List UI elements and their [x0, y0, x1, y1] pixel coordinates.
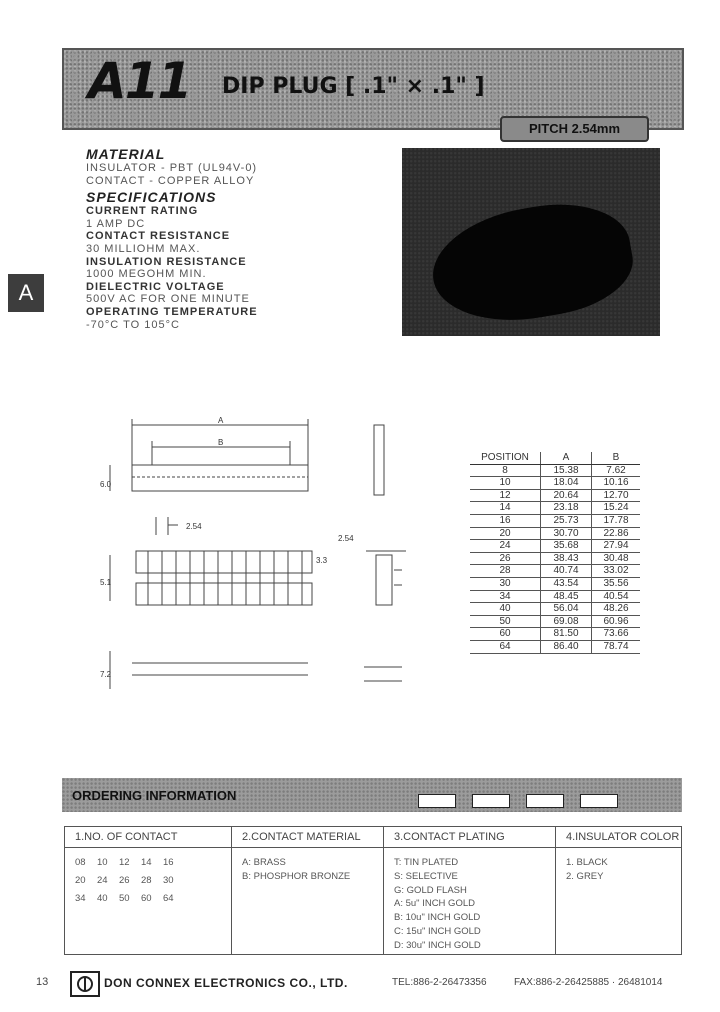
page-number: 13	[36, 976, 49, 988]
dim-b-cell: 27.94	[592, 540, 641, 553]
table-row	[470, 552, 640, 565]
table-header-row	[470, 452, 640, 464]
dim-b-cell: 33.02	[592, 565, 641, 578]
list-item: S: SELECTIVE	[394, 870, 458, 882]
spec-label: CONTACT RESISTANCE	[86, 230, 231, 243]
order-code-box	[472, 794, 510, 808]
dim-a-cell: 38.43	[541, 552, 592, 565]
contact-count-option: 20	[75, 874, 86, 886]
list-item: 2. GREY	[566, 870, 604, 882]
table-row	[470, 603, 640, 616]
contact-count-option: 10	[97, 857, 108, 868]
dim-b-cell: 48.26	[592, 603, 641, 616]
contact-count-option: 26	[119, 874, 130, 886]
table-row	[470, 628, 640, 641]
table-row	[470, 502, 640, 515]
contact-count-option: 40	[97, 892, 108, 904]
company-name: DON CONNEX ELECTRONICS CO., LTD.	[104, 976, 348, 990]
spec-value: 1 AMP DC	[86, 217, 146, 230]
list-item: A: 5u" INCH GOLD	[394, 898, 475, 910]
ordering-header-row	[65, 827, 682, 848]
dim-a-cell: 43.54	[541, 577, 592, 590]
spec-value: 500V AC FOR ONE MINUTE	[86, 293, 250, 306]
contact-count-option: 24	[97, 874, 108, 886]
spec-label: DIELECTRIC VOLTAGE	[86, 280, 225, 293]
table-row	[470, 590, 640, 603]
contact-count-option: 14	[141, 857, 152, 868]
position-cell: 26	[470, 552, 541, 565]
list-item: A: BRASS	[242, 857, 286, 868]
table-row	[470, 540, 640, 553]
contact-count-option: 30	[163, 874, 174, 886]
dim-b-cell: 35.56	[592, 577, 641, 590]
order-code-box	[418, 794, 456, 808]
position-cell: 12	[470, 489, 541, 502]
position-cell: 14	[470, 502, 541, 515]
position-cell: 60	[470, 628, 541, 641]
spec-label: CURRENT RATING	[86, 205, 199, 218]
ordering-title: ORDERING INFORMATION	[72, 788, 237, 803]
position-cell: 34	[470, 590, 541, 603]
list-item: T: TIN PLATED	[394, 857, 459, 868]
dim-width-label: 3.3	[316, 556, 328, 565]
dim-b-cell: 17.78	[592, 514, 641, 527]
material-heading: MATERIAL	[86, 146, 166, 162]
dim-b-cell: 15.24	[592, 502, 641, 515]
spec-label: OPERATING TEMPERATURE	[86, 305, 258, 318]
contact-count-option: 34	[75, 892, 86, 904]
dim-a-cell: 20.64	[541, 489, 592, 502]
dim-a-cell: 25.73	[541, 514, 592, 527]
dim-a-cell: 48.45	[541, 590, 592, 603]
dim-height3-label: 7.2	[100, 670, 112, 679]
position-cell: 8	[470, 464, 541, 477]
dim-b-cell: 78.74	[592, 640, 641, 653]
list-item: G: GOLD FLASH	[394, 884, 467, 896]
dim-a-cell: 18.04	[541, 477, 592, 490]
contact-count-option: 60	[141, 892, 152, 904]
list-item: D: 30u" INCH GOLD	[394, 939, 481, 951]
company-logo	[70, 971, 100, 997]
dim-side-pitch-label: 2.54	[338, 534, 354, 543]
table-row	[470, 489, 640, 502]
dim-a-cell: 35.68	[541, 540, 592, 553]
dim-b-cell: 60.96	[592, 615, 641, 628]
contact-count-option: 50	[119, 892, 130, 904]
contact-count-option: 16	[163, 857, 174, 868]
dim-a-cell: 30.70	[541, 527, 592, 540]
order-code-box	[526, 794, 564, 808]
dim-b-cell: 30.48	[592, 552, 641, 565]
list-item: C: 15u" INCH GOLD	[394, 925, 481, 937]
contact-count-option: 28	[141, 874, 152, 886]
dim-b-cell: 10.16	[592, 477, 641, 490]
position-cell: 20	[470, 527, 541, 540]
dim-b-cell: 22.86	[592, 527, 641, 540]
dim-height2-label: 5.1	[100, 578, 112, 587]
table-row	[470, 615, 640, 628]
telephone: TEL:886-2-26473356	[392, 977, 487, 988]
position-cell: 28	[470, 565, 541, 578]
dim-a-cell: 69.08	[541, 615, 592, 628]
position-cell: 64	[470, 640, 541, 653]
position-cell: 50	[470, 615, 541, 628]
ordering-table	[64, 826, 682, 955]
fax: FAX:886-2-26425885 · 26481014	[514, 977, 663, 988]
position-cell: 16	[470, 514, 541, 527]
dim-a-label: A	[218, 416, 224, 425]
position-cell: 10	[470, 477, 541, 490]
dim-b-cell: 40.54	[592, 590, 641, 603]
dim-height-label: 6.0	[100, 480, 112, 489]
dim-a-cell: 56.04	[541, 603, 592, 616]
contact-count-cell	[65, 848, 232, 955]
connector-image	[424, 191, 640, 334]
logo-icon	[72, 973, 98, 995]
column-header: 3.CONTACT PLATING	[384, 827, 556, 848]
list-item: B: 10u" INCH GOLD	[394, 912, 481, 924]
dim-a-cell: 23.18	[541, 502, 592, 515]
contact-count-option: 64	[163, 892, 174, 904]
product-title: DIP PLUG [ .1" × .1" ]	[222, 74, 485, 99]
column-header: B	[592, 452, 641, 464]
column-header: 1.NO. OF CONTACT	[65, 827, 232, 848]
list-item: 1. BLACK	[566, 857, 608, 868]
position-cell: 24	[470, 540, 541, 553]
pitch-badge: PITCH 2.54mm	[500, 116, 649, 142]
spec-value: 1000 MEGOHM MIN.	[86, 268, 207, 281]
technical-drawing	[96, 405, 426, 705]
column-header: A	[541, 452, 592, 464]
table-row	[470, 477, 640, 490]
position-cell: 30	[470, 577, 541, 590]
table-row	[470, 565, 640, 578]
dim-a-cell: 15.38	[541, 464, 592, 477]
spec-label: INSULATION RESISTANCE	[86, 255, 247, 268]
contact-count-option: 12	[119, 857, 130, 868]
dim-b-cell: 7.62	[592, 464, 641, 477]
ordering-values-row	[65, 848, 682, 955]
column-header: POSITION	[470, 452, 541, 464]
order-code-box	[580, 794, 618, 808]
product-photo	[402, 148, 660, 336]
specifications-heading: SPECIFICATIONS	[86, 189, 217, 206]
dim-a-cell: 86.40	[541, 640, 592, 653]
series-code: A11	[88, 52, 191, 110]
table-row	[470, 464, 640, 477]
column-header: 2.CONTACT MATERIAL	[232, 827, 384, 848]
dim-b-cell: 73.66	[592, 628, 641, 641]
table-row	[470, 577, 640, 590]
dim-a-cell: 40.74	[541, 565, 592, 578]
spec-value: 30 MILLIOHM MAX.	[86, 242, 201, 255]
dim-pitch-label: 2.54	[186, 522, 202, 531]
position-cell: 40	[470, 603, 541, 616]
material-line: INSULATOR - PBT (UL94V-0)	[86, 162, 258, 174]
insulator-color-cell	[556, 848, 682, 955]
table-row	[470, 514, 640, 527]
material-line: CONTACT - COPPER ALLOY	[86, 174, 255, 187]
contact-material-cell	[232, 848, 384, 955]
dim-a-cell: 81.50	[541, 628, 592, 641]
contact-plating-cell	[384, 848, 556, 955]
table-row	[470, 640, 640, 653]
spec-block	[86, 146, 386, 331]
dim-b-cell: 12.70	[592, 489, 641, 502]
dim-b-label: B	[218, 438, 224, 447]
dimension-table	[470, 452, 640, 654]
spec-value: -70°C TO 105°C	[86, 318, 180, 331]
list-item: B: PHOSPHOR BRONZE	[242, 870, 351, 882]
contact-count-grid	[75, 856, 230, 905]
column-header: 4.INSULATOR COLOR	[556, 827, 682, 848]
contact-count-option: 08	[75, 857, 86, 868]
section-tab[interactable]: A	[8, 274, 44, 312]
table-row	[470, 527, 640, 540]
